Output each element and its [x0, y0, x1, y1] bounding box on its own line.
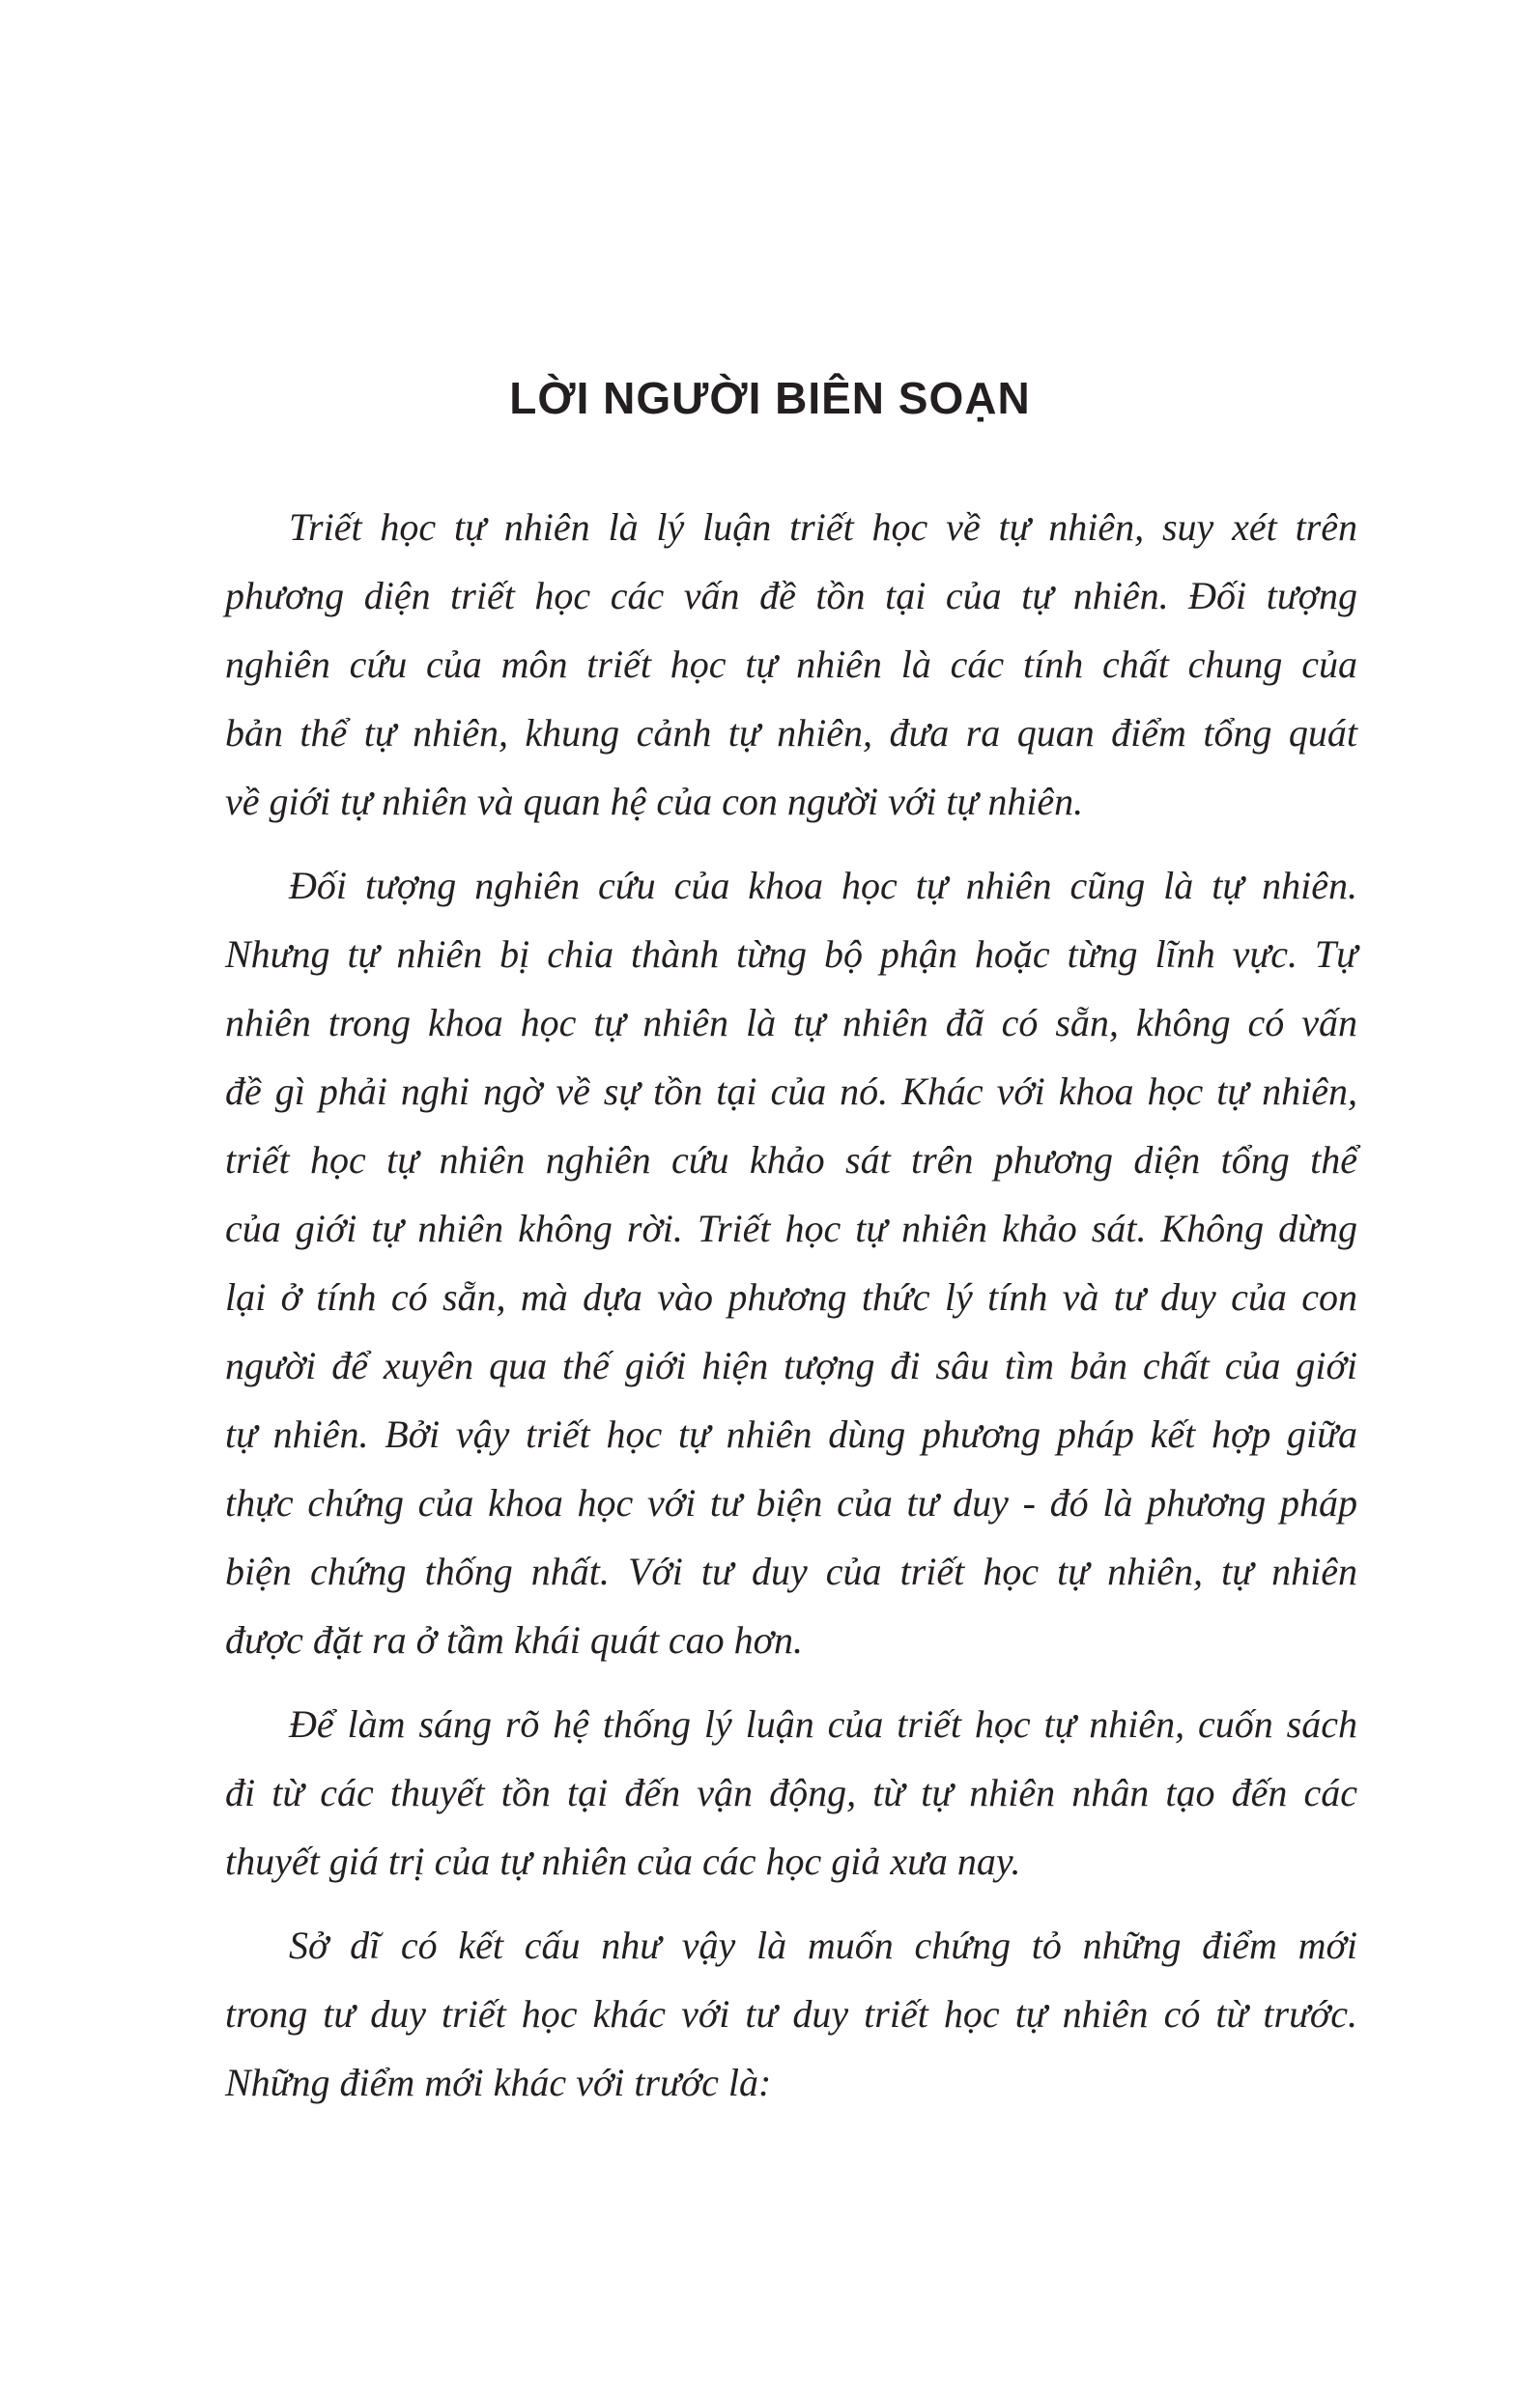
text-line: trong tư duy triết học khác với tư duy triết học tự nhiên có từ trước. [225, 1992, 1357, 2036]
paragraph-3 [225, 1690, 1357, 1896]
text-line: tự nhiên. Bởi vậy triết học tự nhiên dùng phương pháp kết hợp giữa [225, 1412, 1357, 1456]
text-line: nghiên cứu của môn triết học tự nhiên là các tính chất chung của [225, 642, 1357, 686]
paragraph-4 [225, 1911, 1357, 2117]
text-line: Triết học tự nhiên là lý luận triết học về tự nhiên, suy xét trên [289, 505, 1357, 549]
text-line: được đặt ra ở tầm khái quát cao hơn. [225, 1618, 804, 1662]
text-line: phương diện triết học các vấn đề tồn tại của tự nhiên. Đối tượng [225, 574, 1357, 617]
text-line: Nhưng tự nhiên bị chia thành từng bộ phận hoặc từng lĩnh vực. Tự [225, 932, 1357, 976]
text-line: lại ở tính có sẵn, mà dựa vào phương thức lý tính và tư duy của con [225, 1275, 1357, 1319]
text-line: triết học tự nhiên nghiên cứu khảo sát trên phương diện tổng thể [225, 1138, 1357, 1182]
text-line: người để xuyên qua thế giới hiện tượng đi sâu tìm bản chất của giới [225, 1344, 1357, 1387]
text-line: đề gì phải nghi ngờ về sự tồn tại của nó. Khác với khoa học tự nhiên, [225, 1070, 1357, 1113]
text-line: Sở dĩ có kết cấu như vậy là muốn chứng tỏ những điểm mới [289, 1924, 1357, 1967]
text-line: bản thể tự nhiên, khung cảnh tự nhiên, đưa ra quan điểm tổng quát [225, 711, 1357, 755]
text-line: Những điểm mới khác với trước là: [225, 2061, 772, 2104]
text-line: Đối tượng nghiên cứu của khoa học tự nhiên cũng là tự nhiên. [289, 864, 1357, 907]
text-line: thuyết giá trị của tự nhiên của các học giả xưa nay. [225, 1840, 1021, 1883]
text-line: về giới tự nhiên và quan hệ của con người với tự nhiên. [225, 780, 1084, 823]
text-line: của giới tự nhiên không rời. Triết học tự nhiên khảo sát. Không dừng [225, 1207, 1357, 1250]
text-line: đi từ các thuyết tồn tại đến vận động, từ tự nhiên nhân tạo đến các [225, 1771, 1357, 1814]
body-text [225, 493, 1357, 2132]
paragraph-1 [225, 493, 1357, 836]
text-line: biện chứng thống nhất. Với tư duy của triết học tự nhiên, tự nhiên [225, 1550, 1357, 1593]
text-line: thực chứng của khoa học với tư biện của tư duy - đó là phương pháp [225, 1481, 1357, 1525]
page-title: LỜI NGƯỜI BIÊN SOẠN [509, 373, 1031, 423]
text-line: Để làm sáng rõ hệ thống lý luận của triết học tự nhiên, cuốn sách [289, 1702, 1357, 1746]
paragraph-2 [225, 851, 1357, 1674]
text-line: nhiên trong khoa học tự nhiên là tự nhiên đã có sẵn, không có vấn [225, 1001, 1357, 1044]
